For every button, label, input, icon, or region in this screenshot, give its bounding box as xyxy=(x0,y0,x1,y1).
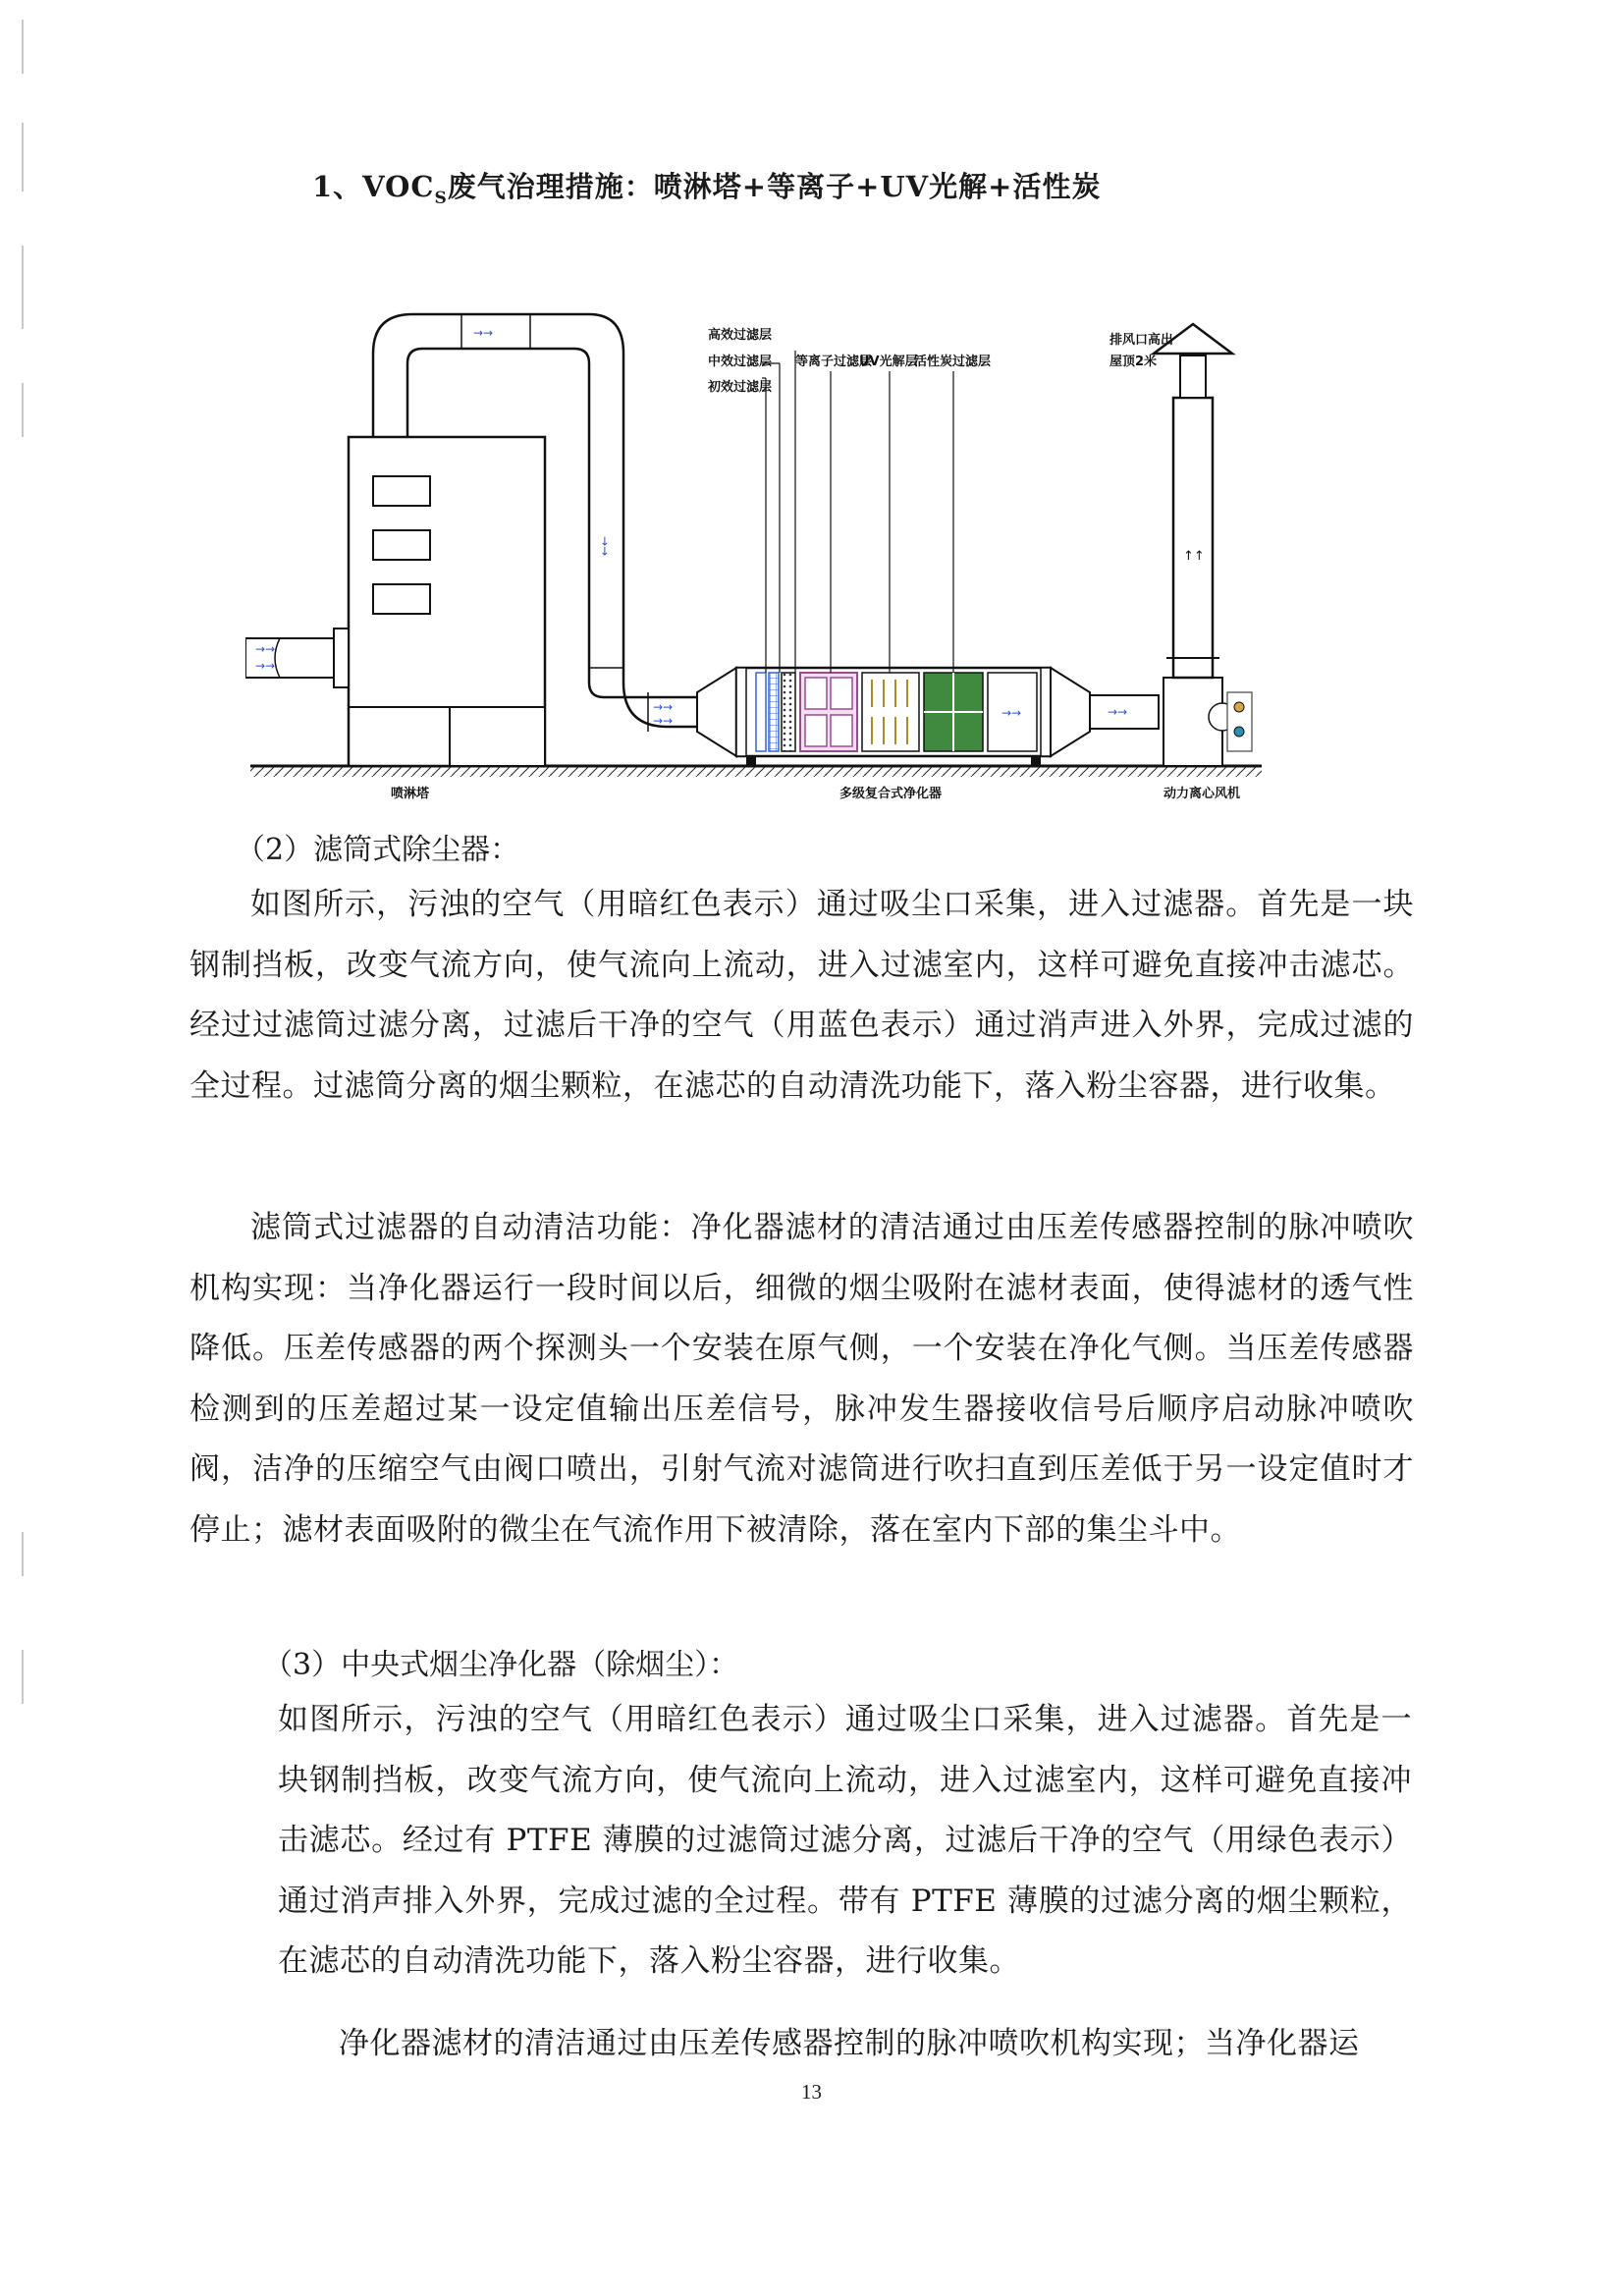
label-fan: 动力离心风机 xyxy=(1163,787,1241,801)
svg-text:→→: →→ xyxy=(1108,705,1128,719)
composite-purifier xyxy=(697,668,1090,756)
page-number: 13 xyxy=(801,2080,822,2104)
svg-text:→→: →→ xyxy=(255,642,276,656)
scan-edge-mark xyxy=(22,1650,24,1704)
section-2-paragraph: 如图所示，污浊的空气（用暗红色表示）通过吸尘口采集，进入过滤器。首先是一块钢制挡板，改变气流方向，使气流向上流动，进入过滤室内，这样可避免直接冲击滤芯。经过过滤筒过滤分离，过滤后干净的空气（用蓝色表示）通过消声进入外界，完成过滤的全过程。过滤筒分离的烟尘颗粒，在滤芯的自动清洗功能下，落入粉尘容器，进行收集。 xyxy=(189,887,1414,1104)
title-prefix: 1、VOC xyxy=(312,170,435,203)
label-carbon-layer: 活性炭过滤层 xyxy=(914,355,992,369)
spray-tower xyxy=(349,437,545,766)
scan-edge-mark xyxy=(22,123,24,191)
ground-line xyxy=(250,766,1262,777)
scan-edge-mark xyxy=(22,246,24,329)
page-title xyxy=(312,165,1102,208)
scan-edge-mark xyxy=(22,20,24,74)
scan-edge-mark xyxy=(22,383,24,437)
label-primary-filter: 初效过滤层 xyxy=(708,380,773,395)
svg-text:→→: →→ xyxy=(598,536,612,557)
label-spray-tower: 喷淋塔 xyxy=(391,787,430,801)
inlet-pipe xyxy=(245,629,349,687)
svg-text:↑↑: ↑↑ xyxy=(1183,549,1205,564)
label-outlet-height-1: 排风口高出 xyxy=(1109,333,1174,348)
svg-text:→→: →→ xyxy=(255,659,276,673)
section-3-heading: （3）中央式烟尘净化器（除烟尘）： xyxy=(263,1648,739,1682)
svg-text:→→: →→ xyxy=(653,714,674,728)
exhaust-stack xyxy=(1154,324,1232,678)
label-composite-purifier: 多级复合式净化器 xyxy=(839,787,943,801)
label-mid-eff-filter: 中效过滤层 xyxy=(708,355,773,369)
svg-text:→→: →→ xyxy=(473,326,494,340)
label-uv-layer: UV光解层 xyxy=(859,355,918,369)
section-3-paragraph: 如图所示，污浊的空气（用暗红色表示）通过吸尘口采集，进入过滤器。首先是一块钢制挡板，改变气流方向，使气流向上流动，进入过滤室内，这样可避免直接冲击滤芯。经过有 PTFE 薄膜的过滤筒过滤分离，过滤后干净的空气（用绿色表示）通过消声排入外界，完成过滤的全过程。带有 PTFE 薄膜的过滤分离的烟尘颗粒，在滤芯的自动清洗功能下，落入粉尘容器，进行收集。 xyxy=(278,1702,1412,1979)
leader-lines xyxy=(762,351,953,673)
voc-treatment-diagram xyxy=(245,295,1267,825)
section-2-paragraph: 滤筒式过滤器的自动清洁功能：净化器滤材的清洁通过由压差传感器控制的脉冲喷吹机构实现：当净化器运行一段时间以后，细微的烟尘吸附在滤材表面，使得滤材的透气性降低。压差传感器的两个探测头一个安装在原气侧，一个安装在净化气侧。当压差传感器检测到的压差超过某一设定值输出压差信号，脉冲发生器接收信号后顺序启动脉冲喷吹阀，洁净的压缩空气由阀口喷出，引射气流对滤筒进行吹扫直到压差低于另一设定值时才停止；滤材表面吸附的微尘在气流作用下被清除，落在室内下部的集尘斗中。 xyxy=(189,1210,1414,1548)
label-outlet-height-2: 屋顶2米 xyxy=(1109,355,1158,369)
section-3-paragraph: 净化器滤材的清洁通过由压差传感器控制的脉冲喷吹机构实现；当净化器运 xyxy=(339,2026,1360,2061)
title-subscript: S xyxy=(434,188,448,208)
label-high-eff-filter: 高效过滤层 xyxy=(708,328,773,343)
section-2-heading: （2）滤筒式除尘器： xyxy=(236,833,520,867)
svg-text:→→: →→ xyxy=(1001,706,1022,720)
label-plasma-filter: 等离子过滤层 xyxy=(795,355,873,369)
fan-inlet-pipe xyxy=(1090,695,1159,729)
title-suffix: 废气治理措施：喷淋塔+等离子+UV光解+活性炭 xyxy=(447,170,1102,203)
scan-edge-mark xyxy=(22,1532,24,1576)
centrifugal-fan xyxy=(1163,678,1252,766)
svg-text:→→: →→ xyxy=(653,700,674,714)
